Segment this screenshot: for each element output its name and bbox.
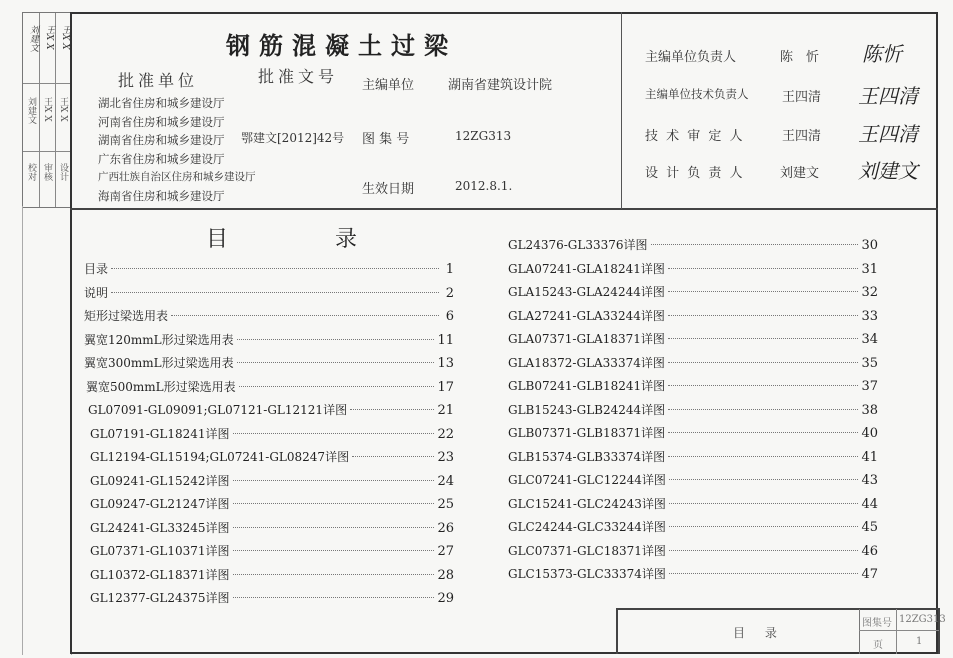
toc-item[interactable]: [508, 375, 878, 399]
strip-signature: 刘建文: [28, 25, 38, 52]
responsible-role: 设 计 负 责 人: [645, 166, 745, 181]
strip-name: 王X X: [58, 97, 68, 122]
responsible-name: 刘建文: [780, 166, 820, 181]
toc-item-label: GLB15374-GLB33374详图: [508, 449, 666, 464]
toc-item[interactable]: [508, 540, 878, 564]
toc-item-label: 翼宽120mmL形过梁选用表: [84, 332, 234, 347]
toc-item-page: 40: [861, 426, 878, 441]
dot-leader: [233, 550, 435, 551]
toc-item-label: GLA15243-GLA24244详图: [508, 285, 665, 299]
toc-item-page: 17: [437, 379, 454, 395]
toc-item-label: GLA18372-GLA33374详图: [508, 355, 665, 370]
approval-unit: 湖南省住房和城乡建设厅: [98, 133, 225, 147]
toc-item-page: 32: [861, 285, 878, 300]
dot-leader: [669, 573, 859, 574]
toc-item-page: 22: [437, 426, 454, 442]
dot-leader: [352, 456, 434, 457]
approval-doc-number: 鄂建文[2012]42号: [241, 131, 345, 145]
strip-row-divider: [23, 151, 71, 152]
dot-leader: [669, 526, 859, 527]
toc-item[interactable]: [84, 376, 454, 400]
toc-item-label: 目录: [84, 262, 109, 276]
dot-leader: [668, 338, 859, 339]
responsible-name: 王四清: [782, 129, 822, 144]
toc-item-label: GLA27241-GLA33244详图: [508, 308, 665, 323]
toc-item-page: 46: [861, 543, 878, 559]
page-number: 1: [916, 636, 923, 647]
toc-item-label: GLC24244-GLC33244详图: [508, 520, 666, 534]
toc-item-page: 11: [437, 332, 454, 348]
dot-leader: [668, 315, 859, 316]
strip-signature: 王X X: [44, 25, 54, 50]
toc-item[interactable]: [508, 399, 878, 423]
responsible-name: 陈 忻: [780, 50, 820, 65]
toc-item-page: 21: [437, 403, 454, 418]
toc-item-page: 37: [861, 379, 878, 394]
toc-item-label: 翼宽500mmL形过梁选用表: [86, 379, 236, 394]
atlas-number: 12ZG313: [899, 614, 946, 625]
strip-role: 审核: [42, 163, 52, 181]
dot-leader: [669, 550, 859, 551]
chief-unit-label: 主编单位: [362, 78, 415, 93]
dot-leader: [668, 291, 859, 292]
toc-item[interactable]: [84, 423, 454, 447]
dot-leader: [111, 268, 439, 269]
approval-units-list: [98, 94, 256, 205]
binding-strip: [22, 12, 72, 208]
toc-title: 目 录: [206, 227, 407, 252]
dot-leader: [350, 409, 434, 410]
toc-item-label: GLB07241-GLB18241详图: [508, 379, 666, 393]
toc-item[interactable]: [84, 540, 454, 564]
title-block-divider: [859, 630, 939, 631]
toc-item[interactable]: [508, 493, 878, 517]
page-label: 页: [873, 640, 883, 651]
toc-item[interactable]: [508, 469, 878, 493]
dot-leader: [668, 268, 859, 269]
dot-leader: [233, 433, 435, 434]
dot-leader: [669, 479, 859, 480]
effective-date: 2012.8.1.: [455, 179, 513, 193]
toc-item-label: GL07091-GL09091;GL07121-GL12121详图: [88, 403, 348, 417]
toc-item-label: GLA07371-GLA18371详图: [508, 332, 665, 346]
toc-item-label: GLA07241-GLA18241详图: [508, 261, 665, 276]
chief-unit: 湖南省建筑设计院: [448, 78, 553, 93]
dot-leader: [239, 386, 435, 387]
toc-item[interactable]: [84, 352, 454, 376]
atlas-title: 钢筋混凝土过梁: [226, 31, 457, 60]
dot-leader: [233, 597, 435, 598]
approval-unit: 湖北省住房和城乡建设厅: [98, 96, 225, 110]
responsible-role: 主编单位负责人: [645, 50, 737, 65]
strip-row-divider: [23, 83, 71, 84]
toc-item-page: 24: [437, 473, 454, 489]
toc-item-label: GL09247-GL21247详图: [90, 497, 230, 511]
toc-item-label: GLB15243-GLB24244详图: [508, 402, 666, 417]
dot-leader: [237, 339, 435, 340]
dot-leader: [233, 574, 435, 575]
dot-leader: [668, 456, 858, 457]
strip-name: 刘建文: [26, 97, 36, 124]
toc-item-page: 44: [861, 496, 878, 512]
toc-item-page: 35: [861, 355, 878, 371]
toc-item-page: 23: [437, 450, 454, 465]
toc-item[interactable]: [84, 329, 454, 353]
dot-leader: [668, 362, 859, 363]
toc-item-label: GL07371-GL10371详图: [90, 544, 230, 558]
toc-item[interactable]: [508, 281, 878, 305]
dot-leader: [233, 503, 435, 504]
toc-item-page: 27: [437, 544, 454, 559]
toc-item-label: GLC07241-GLC12244详图: [508, 473, 666, 487]
approval-doc-label: 批准文号: [258, 67, 339, 86]
toc-item-label: GL07191-GL18241详图: [90, 426, 230, 441]
toc-item-page: 29: [437, 591, 454, 606]
dot-leader: [669, 503, 859, 504]
toc-item[interactable]: [84, 564, 454, 588]
dot-leader: [651, 244, 859, 245]
toc-item-label: GLC15373-GLC33374详图: [508, 567, 666, 581]
toc-item-page: 26: [437, 520, 454, 536]
toc-item[interactable]: [508, 446, 878, 470]
toc-item[interactable]: [84, 399, 454, 423]
responsible-role: 主编单位技术负责人: [645, 87, 749, 101]
signature: 王四清: [858, 84, 918, 108]
toc-item-page: 45: [861, 520, 878, 535]
strip-signature: 王X X: [60, 25, 70, 50]
dot-leader: [111, 292, 439, 293]
approval-unit: 海南省住房和城乡建设厅: [98, 188, 225, 203]
atlas-number-label: 图集号: [862, 618, 892, 629]
toc-item-page: 28: [437, 567, 454, 583]
approval-unit: 广东省住房和城乡建设厅: [98, 151, 225, 166]
toc-right-column: [508, 234, 878, 587]
toc-item-page: 1: [445, 262, 454, 277]
toc-item-label: 说明: [84, 285, 109, 300]
toc-item-page: 33: [861, 308, 878, 324]
toc-item[interactable]: [508, 422, 878, 446]
toc-item-label: GLC07371-GLC18371详图: [508, 543, 666, 558]
binding-margin: [22, 206, 72, 655]
toc-left-column: [84, 258, 454, 611]
toc-item-label: GL24241-GL33245详图: [90, 520, 230, 535]
toc-item-label: GL09241-GL15242详图: [90, 473, 230, 488]
dot-leader: [233, 527, 435, 528]
approval-unit: 广西壮族自治区住房和城乡建设厅: [98, 171, 256, 183]
toc-item[interactable]: [84, 258, 454, 282]
effective-date-label: 生效日期: [362, 182, 415, 197]
toc-item-label: GL12194-GL15194;GL07241-GL08247详图: [90, 450, 350, 464]
strip-name: 王X X: [42, 97, 52, 122]
toc-item[interactable]: [84, 446, 454, 470]
toc-item[interactable]: [508, 328, 878, 352]
responsible-name: 王四清: [782, 90, 822, 105]
approval-unit-label: 批准单位: [118, 71, 199, 90]
strip-role: 设计: [58, 163, 68, 181]
toc-item-label: GL12377-GL24375详图: [90, 591, 230, 605]
atlas-number: 12ZG313: [455, 129, 512, 143]
toc-item[interactable]: [84, 282, 454, 306]
toc-item-label: 翼宽300mmL形过梁选用表: [84, 356, 234, 370]
toc-item[interactable]: [508, 305, 878, 329]
signature: 陈忻: [862, 42, 902, 66]
signature: 王四清: [858, 122, 918, 146]
toc-item-page: 41: [861, 449, 878, 465]
toc-item[interactable]: [84, 470, 454, 494]
toc-item-page: 47: [861, 567, 878, 582]
toc-item[interactable]: [508, 234, 878, 258]
dot-leader: [668, 385, 858, 386]
toc-item[interactable]: [508, 352, 878, 376]
dot-leader: [237, 362, 435, 363]
dot-leader: [233, 480, 435, 481]
toc-item-page: 6: [445, 309, 454, 324]
toc-item-page: 38: [861, 402, 878, 418]
signature: 刘建文: [858, 159, 918, 183]
toc-item-page: 30: [861, 238, 878, 253]
toc-item-page: 43: [861, 473, 878, 488]
title-block-divider: [896, 609, 897, 654]
header-divider: [70, 208, 938, 210]
dot-leader: [668, 432, 858, 433]
toc-item-label: 矩形过梁选用表: [84, 309, 169, 323]
toc-item-page: 2: [445, 285, 454, 301]
header-vertical-divider: [621, 12, 622, 209]
atlas-number-label: 图 集 号: [362, 132, 410, 147]
toc-item-page: 31: [861, 261, 878, 277]
toc-item-label: GL24376-GL33376详图: [508, 238, 648, 252]
dot-leader: [171, 315, 439, 316]
approval-unit: 河南省住房和城乡建设厅: [98, 114, 225, 129]
dot-leader: [668, 409, 858, 410]
toc-item[interactable]: [84, 587, 454, 611]
toc-item-label: GLC15241-GLC24243详图: [508, 496, 666, 511]
toc-item[interactable]: [84, 517, 454, 541]
toc-item-page: 34: [861, 332, 878, 347]
toc-item[interactable]: [84, 305, 454, 329]
responsible-role: 技 术 审 定 人: [645, 129, 745, 144]
toc-item[interactable]: [84, 493, 454, 517]
toc-item-page: 25: [437, 497, 454, 512]
strip-role: 校对: [26, 163, 36, 181]
toc-item[interactable]: [508, 258, 878, 282]
toc-item[interactable]: [508, 516, 878, 540]
title-block-divider: [859, 609, 860, 654]
toc-item-label: GLB07371-GLB18371详图: [508, 426, 666, 440]
toc-item-label: GL10372-GL18371详图: [90, 567, 230, 582]
toc-item[interactable]: [508, 563, 878, 587]
toc-item-page: 13: [437, 356, 454, 371]
sheet-title: 目 录: [733, 626, 785, 640]
